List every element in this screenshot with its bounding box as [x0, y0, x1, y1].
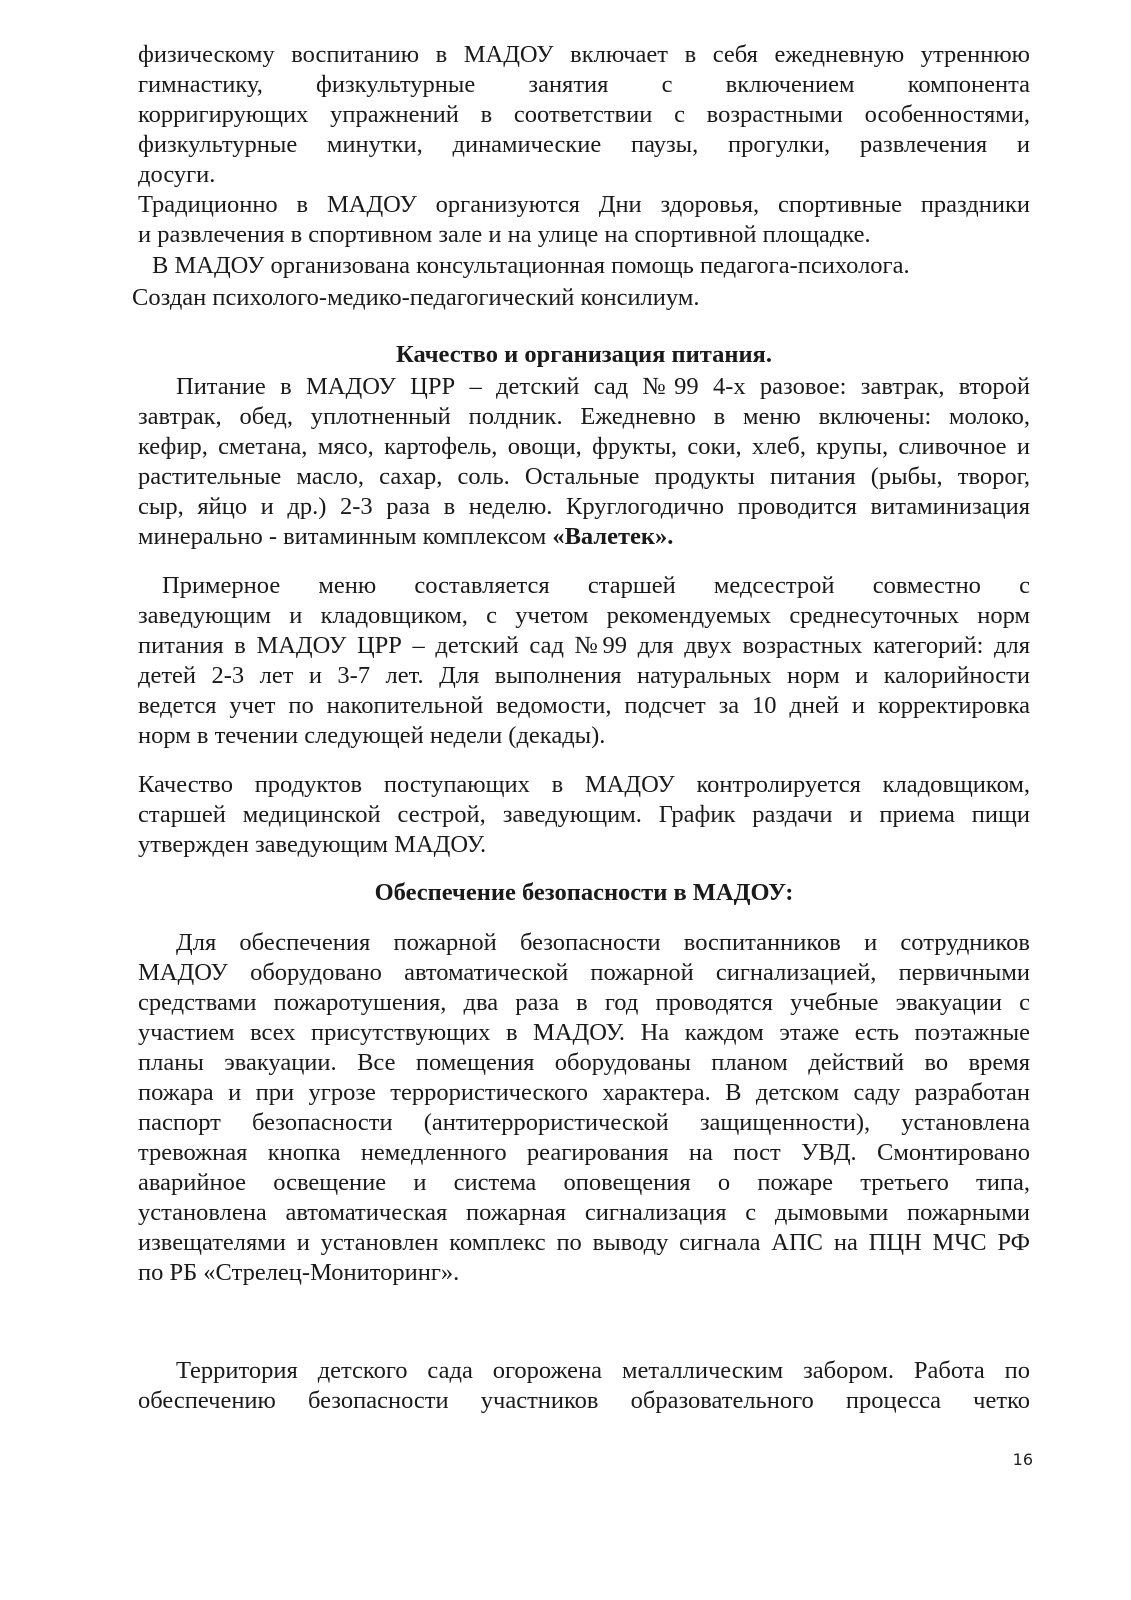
- text-line: аварийное освещение и система оповещения о пожаре третьего типа,: [138, 1169, 1030, 1196]
- text-line: МАДОУ оборудовано автоматической пожарной сигнализацией, первичными: [138, 959, 1030, 986]
- text-line: Для обеспечения пожарной безопасности воспитанников и сотрудников: [176, 929, 1030, 956]
- text-line: физическому воспитанию в МАДОУ включает в себя ежедневную утреннюю: [138, 41, 1030, 68]
- text-line: Питание в МАДОУ ЦРР – детский сад №99 4-х разовое: завтрак, второй: [176, 373, 1030, 400]
- heading-nutrition: Качество и организация питания.: [396, 341, 772, 368]
- text-line: норм в течении следующей недели (декады).: [138, 722, 606, 749]
- text-line: физкультурные минутки, динамические паузы, прогулки, развлечения и: [138, 131, 1030, 158]
- text-line: извещателями и установлен комплекс по выводу сигнала АПС на ПЦН МЧС РФ: [138, 1229, 1030, 1256]
- text-line: установлена автоматическая пожарная сигнализация с дымовыми пожарными: [138, 1199, 1030, 1226]
- text-line: растительные масло, сахар, соль. Остальные продукты питания (рыбы, творог,: [138, 463, 1030, 490]
- text-line: Создан психолого-медико-педагогический консилиум.: [132, 284, 700, 311]
- text-line: завтрак, обед, уплотненный полдник. Ежедневно в меню включены: молоко,: [138, 403, 1030, 430]
- paragraph-physical-education: [138, 40, 1030, 190]
- text-line: Примерное меню составляется старшей медсестрой совместно с: [162, 572, 1030, 599]
- paragraph-territory: [138, 1356, 1030, 1416]
- paragraph-council: [132, 283, 1024, 313]
- text-fragment: минерально - витаминным комплексом: [138, 523, 553, 550]
- text-line: гимнастику, физкультурные занятия с включением компонента: [138, 71, 1030, 98]
- text-line: Традиционно в МАДОУ организуются Дни здоровья, спортивные праздники: [138, 191, 1030, 218]
- text-line: заведующим и кладовщиком, с учетом рекомендуемых среднесуточных норм: [138, 602, 1030, 629]
- text-line: В МАДОУ организована консультационная помощь педагога-психолога.: [152, 252, 910, 279]
- text-line: планы эвакуации. Все помещения оборудованы планом действий во время: [138, 1049, 1030, 1076]
- text-line: по РБ «Стрелец-Мониторинг».: [138, 1259, 460, 1286]
- text-line: кефир, сметана, мясо, картофель, овощи, фрукты, соки, хлеб, крупы, сливочное и: [138, 433, 1030, 460]
- heading-safety: Обеспечение безопасности в МАДОУ:: [374, 879, 794, 906]
- paragraph-menu: [138, 571, 1030, 751]
- text-line: обеспечению безопасности участников образовательного процесса четко: [138, 1387, 1030, 1414]
- paragraph-health-days: [138, 190, 1030, 250]
- text-line: и развлечения в спортивном зале и на улице на спортивной площадке.: [138, 221, 871, 248]
- text-line: пожара и при угрозе террористического характера. В детском саду разработан: [138, 1079, 1030, 1106]
- text-line: досуги.: [138, 161, 216, 188]
- text-line: питания в МАДОУ ЦРР – детский сад №99 для двух возрастных категорий: для: [138, 632, 1030, 659]
- paragraph-psychologist: [152, 251, 1044, 281]
- paragraph-fire-safety: [138, 928, 1030, 1288]
- text-line: корригирующих упражнений в соответствии с возрастными особенностями,: [138, 101, 1030, 128]
- text-line: ведется учет по накопительной ведомости, подсчет за 10 дней и корректировка: [138, 692, 1030, 719]
- text-line: средствами пожаротушения, два раза в год проводятся учебные эвакуации с: [138, 989, 1030, 1016]
- text-line: утвержден заведующим МАДОУ.: [138, 831, 487, 858]
- text-line: детей 2-3 лет и 3-7 лет. Для выполнения натуральных норм и калорийности: [138, 662, 1030, 689]
- vitamin-complex-name: «Валетек».: [552, 523, 674, 550]
- paragraph-product-quality: [138, 770, 1030, 860]
- text-line: старшей медицинской сестрой, заведующим. График раздачи и приема пищи: [138, 801, 1030, 828]
- text-line: тревожная кнопка немедленного реагирования на пост УВД. Смонтировано: [138, 1139, 1030, 1166]
- text-line: паспорт безопасности (антитеррористической защищенности), установлена: [138, 1109, 1030, 1136]
- paragraph-nutrition: [138, 372, 1030, 552]
- page-number: 16: [1012, 1450, 1033, 1469]
- text-line: сыр, яйцо и др.) 2-3 раза в неделю. Круглогодично проводится витаминизация: [138, 493, 1030, 520]
- text-line: участием всех присутствующих в МАДОУ. На каждом этаже есть поэтажные: [138, 1019, 1030, 1046]
- text-line: Качество продуктов поступающих в МАДОУ контролируется кладовщиком,: [138, 771, 1030, 798]
- text-line: Территория детского сада огорожена металлическим забором. Работа по: [176, 1357, 1030, 1384]
- text-line: [138, 522, 1030, 552]
